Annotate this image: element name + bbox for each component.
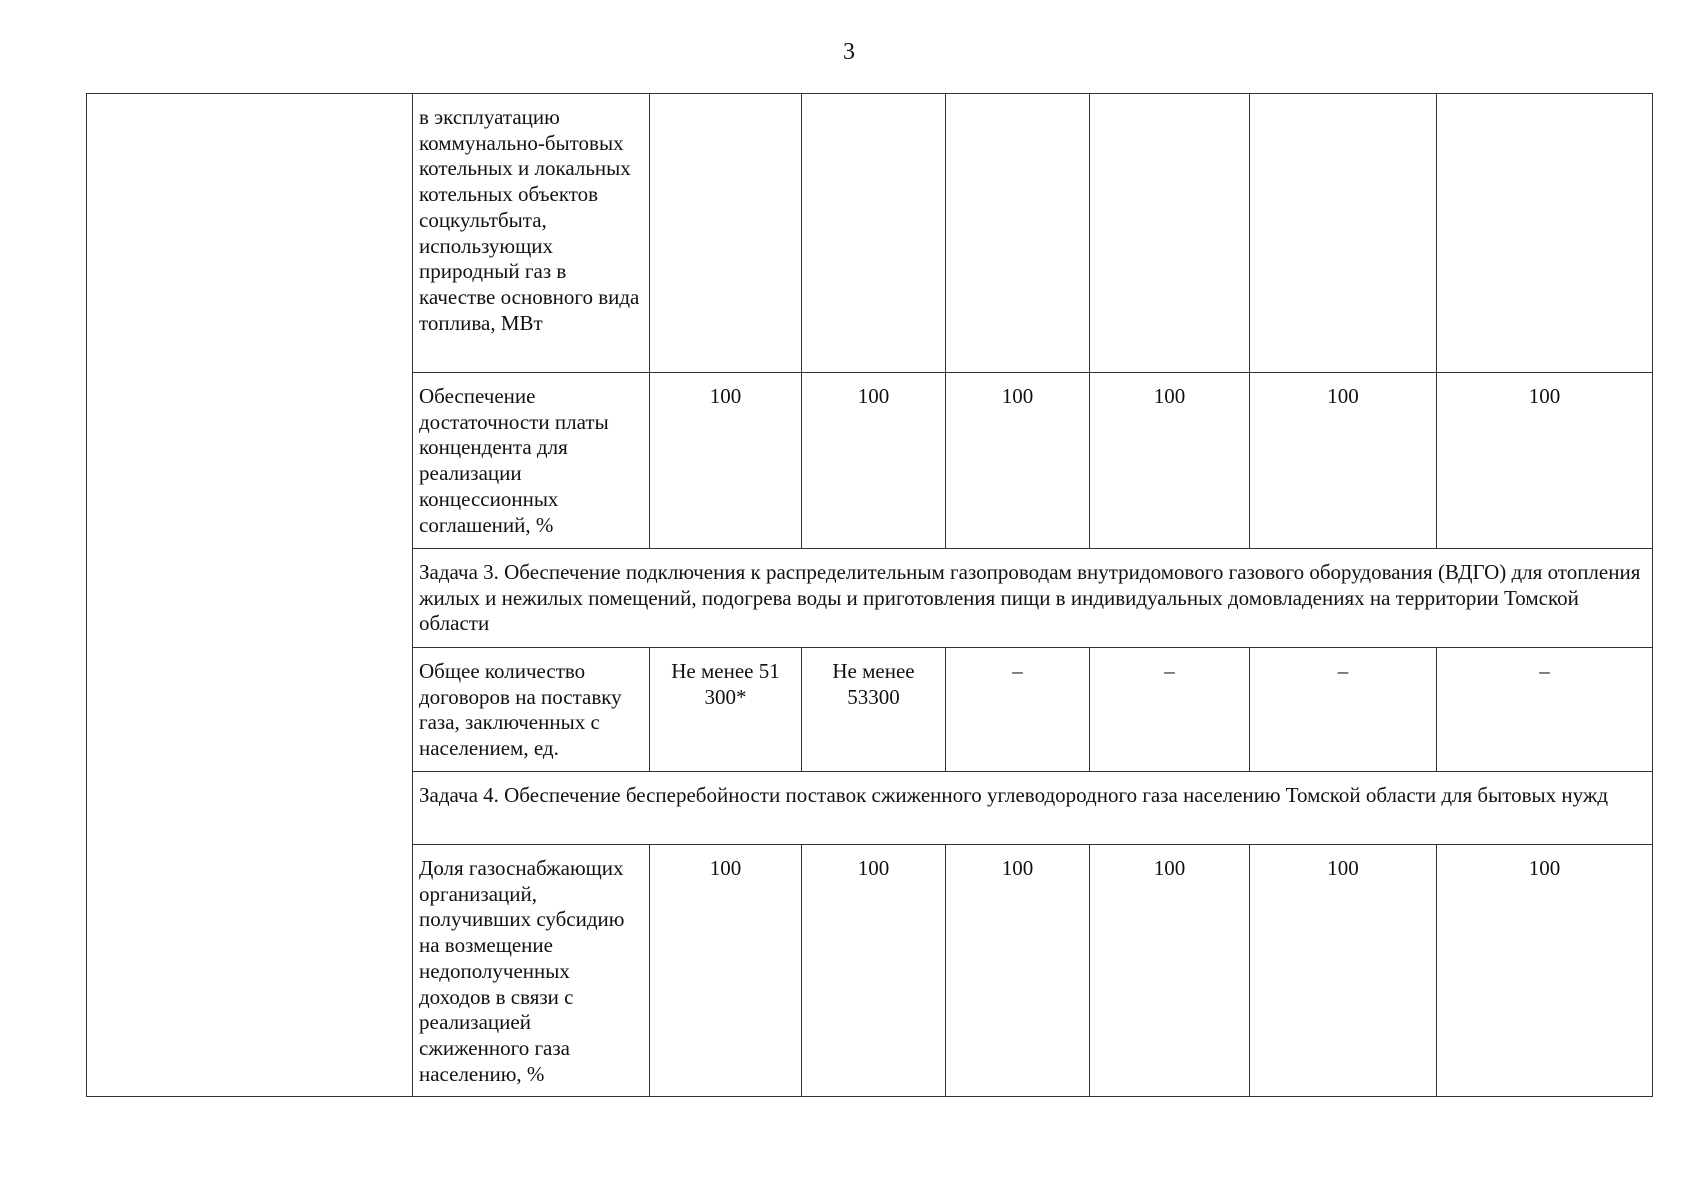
value-cell	[802, 94, 946, 373]
task-heading: Задача 3. Обеспечение подключения к распределительным газопроводам внутридомового газового оборудования (ВДГО) для отопления жилых и нежилых помещений, подогрева воды и приготовления пищи в индивидуальных домовладениях на территории Томской области	[413, 549, 1653, 648]
indicators-table	[86, 93, 1653, 1097]
value-cell: 100	[650, 845, 802, 1097]
value-cell: 100	[1437, 373, 1653, 549]
value-cell: –	[1090, 648, 1250, 772]
value-cell: 100	[1090, 845, 1250, 1097]
value-cell: Не менее 51 300*	[650, 648, 802, 772]
value-cell: –	[946, 648, 1090, 772]
value-cell: Не менее 53300	[802, 648, 946, 772]
task-heading: Задача 4. Обеспечение бесперебойности поставок сжиженного углеводородного газа населению Томской области для бытовых нужд	[413, 772, 1653, 845]
value-cell: 100	[946, 373, 1090, 549]
value-cell	[650, 94, 802, 373]
value-cell	[1090, 94, 1250, 373]
page-number: 3	[843, 39, 855, 65]
indicator-label: Обеспечение достаточности платы концендента для реализации концессионных соглашений, %	[413, 373, 650, 549]
value-cell: 100	[1090, 373, 1250, 549]
value-cell	[1437, 94, 1653, 373]
value-cell: 100	[1250, 845, 1437, 1097]
value-cell: 100	[802, 373, 946, 549]
value-cell: –	[1437, 648, 1653, 772]
indicator-label: Общее количество договоров на поставку газа, заключенных с населением, ед.	[413, 648, 650, 772]
table-row	[87, 94, 1653, 373]
value-cell: 100	[650, 373, 802, 549]
value-cell: 100	[946, 845, 1090, 1097]
value-cell: –	[1250, 648, 1437, 772]
value-cell: 100	[1250, 373, 1437, 549]
value-cell	[1250, 94, 1437, 373]
indicator-label: в эксплуатацию коммунально-бытовых котельных и локальных котельных объектов соцкультбыта, использующих природный газ в качестве основного вида топлива, МВт	[413, 94, 650, 373]
value-cell: 100	[802, 845, 946, 1097]
value-cell	[946, 94, 1090, 373]
value-cell: 100	[1437, 845, 1653, 1097]
indicator-label: Доля газоснабжающих организаций, получивших субсидию на возмещение недополученных доходов в связи с реализацией сжиженного газа населению, %	[413, 845, 650, 1097]
program-cell	[87, 94, 413, 1097]
